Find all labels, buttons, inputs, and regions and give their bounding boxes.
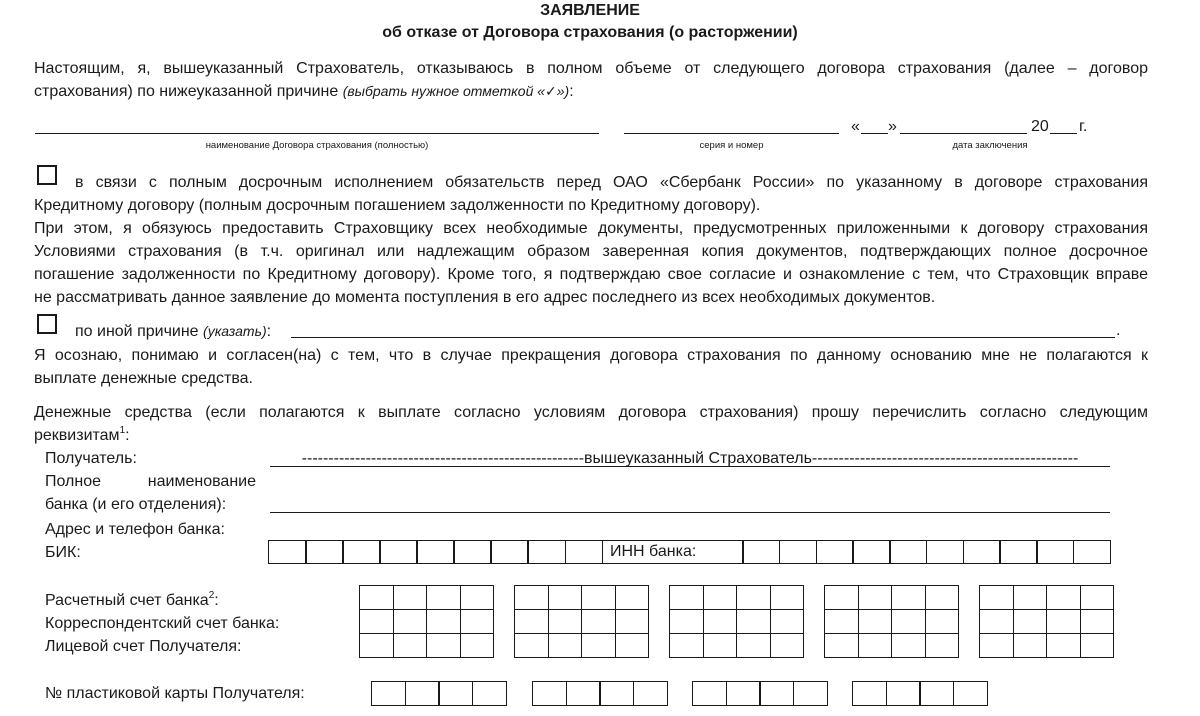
inn-label: ИНН банка: (610, 543, 697, 560)
corr-account-label: Корреспондентский счет банка: (45, 615, 280, 632)
digit-cell[interactable] (980, 610, 1014, 634)
digit-cell[interactable] (305, 540, 344, 564)
card-label: № пластиковой карты Получателя: (45, 685, 305, 702)
digit-cell[interactable] (1047, 634, 1081, 658)
digit-cell[interactable] (859, 610, 893, 634)
digit-cell[interactable] (704, 634, 738, 658)
digit-cell[interactable] (371, 681, 406, 706)
digit-cell[interactable] (737, 586, 771, 610)
digit-cell[interactable] (394, 586, 428, 610)
digit-cell[interactable] (342, 540, 381, 564)
footnote-2: 2 (208, 589, 215, 601)
digit-cell[interactable] (268, 540, 307, 564)
digit-cell[interactable] (892, 586, 926, 610)
account-grid-4[interactable] (824, 585, 959, 658)
digit-cell[interactable] (825, 586, 859, 610)
recipient-label: Получатель: (45, 450, 137, 467)
digit-cell[interactable] (1081, 634, 1115, 658)
para4-line-1: Денежные средства (если полагаются к выплате согласно условиям договора страхования) прошу перечислить согласно следующим (34, 404, 1148, 421)
intro-colon: : (569, 83, 574, 100)
digit-cell[interactable] (633, 681, 668, 706)
bank-name-label-word1: Полное (45, 473, 102, 490)
digit-cell[interactable] (1014, 586, 1048, 610)
bank-address-label: Адрес и телефон банка: (45, 521, 225, 538)
account-grid-1[interactable] (359, 585, 494, 658)
digit-cell[interactable] (999, 540, 1037, 564)
contract-series-field[interactable] (624, 133, 839, 134)
digit-cell[interactable] (919, 681, 954, 706)
account-grid-5[interactable] (979, 585, 1114, 658)
date-year-prefix: 20 (1031, 118, 1049, 135)
digit-cell[interactable] (1036, 540, 1074, 564)
digit-cell[interactable] (427, 610, 461, 634)
digit-cell[interactable] (394, 610, 428, 634)
digit-cell[interactable] (1014, 610, 1048, 634)
digit-cell[interactable] (963, 540, 1001, 564)
digit-cell[interactable] (892, 634, 926, 658)
digit-cell[interactable] (889, 540, 927, 564)
card-boxes-4[interactable] (852, 681, 988, 706)
account-grid-3[interactable] (669, 585, 804, 658)
personal-account-label: Лицевой счет Получателя: (45, 638, 242, 655)
caption-contract-name: наименование Договора страхования (полностью) (205, 140, 429, 151)
digit-cell[interactable] (670, 634, 704, 658)
para2-line-2: Условиями страхования (в т.ч. оригинал или надлежащим образом заверенная копия документов, подтверждающих полное досрочное (34, 243, 1148, 260)
intro-line-1: Настоящим, я, вышеуказанный Страхователь, отказываюсь в полном объеме от следующего договора страхования (далее – договор (34, 60, 1148, 77)
digit-cell[interactable] (704, 610, 738, 634)
para2-line-1: При этом, я обязуюсь предоставить Страховщику всех необходимые документы, предусмотренных приложенными к договору страхования (34, 220, 1148, 237)
document-title: ЗАЯВЛЕНИЕ (540, 2, 640, 19)
recipient-value: -----------------------------------------------------вышеуказанный Страхователь-------------------------------------------------- (301, 450, 1079, 467)
digit-cell[interactable] (926, 634, 960, 658)
digit-cell[interactable] (427, 586, 461, 610)
digit-cell[interactable] (461, 586, 495, 610)
digit-cell[interactable] (771, 586, 805, 610)
digit-cell[interactable] (549, 610, 583, 634)
digit-cell[interactable] (793, 681, 828, 706)
date-quote-close: » (888, 118, 897, 135)
card-boxes-3[interactable] (692, 681, 828, 706)
digit-cell[interactable] (825, 634, 859, 658)
digit-cell[interactable] (737, 610, 771, 634)
inn-boxes[interactable] (742, 540, 1111, 564)
digit-cell[interactable] (726, 681, 761, 706)
digit-cell[interactable] (1014, 634, 1048, 658)
digit-cell[interactable] (1073, 540, 1111, 564)
digit-cell[interactable] (438, 681, 473, 706)
para3-line-1: Я осознаю, понимаю и согласен(на) с тем, что в случае прекращения договора страхования по данному основанию мне не полагаются к (34, 347, 1148, 364)
digit-cell[interactable] (759, 681, 794, 706)
digit-cell[interactable] (490, 540, 529, 564)
card-boxes-1[interactable] (371, 681, 507, 706)
card-boxes-2[interactable] (532, 681, 668, 706)
digit-cell[interactable] (416, 540, 455, 564)
digit-cell[interactable] (616, 610, 650, 634)
digit-cell[interactable] (1081, 586, 1115, 610)
option-full-repayment-checkbox[interactable] (37, 165, 57, 185)
intro-hint: (выбрать нужное отметкой «✓») (342, 83, 570, 99)
digit-cell[interactable] (616, 586, 650, 610)
option2-label-row (75, 320, 271, 343)
footnote-1: 1 (119, 424, 126, 436)
option2-hint: (указать) (203, 323, 267, 339)
digit-cell[interactable] (886, 681, 921, 706)
para2-line-4: не рассматривать данное заявление до момента поступления в его адрес последнего из всех необходимых документов. (34, 289, 936, 306)
digit-cell[interactable] (515, 610, 549, 634)
intro-line-2 (34, 80, 574, 103)
digit-cell[interactable] (582, 634, 616, 658)
date-month-field[interactable] (900, 133, 1027, 134)
option2-label: по иной причине (75, 323, 199, 340)
para4-line-2 (34, 425, 130, 447)
date-year-suffix: г. (1079, 118, 1088, 135)
digit-cell[interactable] (825, 610, 859, 634)
digit-cell[interactable] (704, 586, 738, 610)
option-other-reason-checkbox[interactable] (37, 314, 57, 334)
option2-colon: : (266, 323, 272, 340)
bik-label: БИК: (45, 544, 81, 561)
date-year-field[interactable] (1050, 133, 1077, 134)
digit-cell[interactable] (771, 634, 805, 658)
digit-cell[interactable] (742, 540, 780, 564)
digit-cell[interactable] (779, 540, 817, 564)
digit-cell[interactable] (926, 586, 960, 610)
digit-cell[interactable] (953, 681, 988, 706)
digit-cell[interactable] (565, 540, 604, 564)
digit-cell[interactable] (360, 610, 394, 634)
intro-text: страхования) по нижеуказанной причине (34, 83, 339, 100)
digit-cell[interactable] (461, 634, 495, 658)
digit-cell[interactable] (852, 681, 887, 706)
digit-cell[interactable] (532, 681, 567, 706)
digit-cell[interactable] (980, 586, 1014, 610)
digit-cell[interactable] (394, 634, 428, 658)
digit-cell[interactable] (737, 634, 771, 658)
digit-cell[interactable] (852, 540, 890, 564)
digit-cell[interactable] (1047, 586, 1081, 610)
digit-cell[interactable] (926, 610, 960, 634)
digit-cell[interactable] (360, 586, 394, 610)
digit-cell[interactable] (670, 586, 704, 610)
option1-line-1: в связи с полным досрочным исполнением обязательств перед ОАО «Сбербанк России» по указанному в договоре страхования (75, 174, 1148, 191)
digit-cell[interactable] (582, 586, 616, 610)
digit-cell[interactable] (427, 634, 461, 658)
digit-cell[interactable] (926, 540, 964, 564)
account-label-colon: : (214, 592, 219, 609)
digit-cell[interactable] (405, 681, 440, 706)
digit-cell[interactable] (1047, 610, 1081, 634)
digit-cell[interactable] (582, 610, 616, 634)
digit-cell[interactable] (360, 634, 394, 658)
digit-cell[interactable] (980, 634, 1014, 658)
bank-name-label-line2: банка (и его отделения): (45, 496, 227, 513)
digit-cell[interactable] (816, 540, 854, 564)
para4-colon: : (125, 427, 130, 444)
account-label-text: Расчетный счет банка (45, 592, 209, 609)
digit-cell[interactable] (515, 634, 549, 658)
account-grid-2[interactable] (514, 585, 649, 658)
digit-cell[interactable] (453, 540, 492, 564)
digit-cell[interactable] (379, 540, 418, 564)
contract-name-field[interactable] (35, 133, 599, 134)
caption-date: дата заключения (952, 140, 1028, 151)
other-reason-field[interactable] (291, 337, 1115, 338)
digit-cell[interactable] (549, 634, 583, 658)
digit-cell[interactable] (670, 610, 704, 634)
inn-label-box (602, 540, 744, 564)
para2-line-3: погашение задолженности по Кредитному договору). Кроме того, я подтверждаю свое согласие и ознакомление с тем, что Страховщик вправе (34, 266, 1148, 283)
account-label (45, 590, 219, 612)
digit-cell[interactable] (616, 634, 650, 658)
digit-cell[interactable] (527, 540, 566, 564)
digit-cell[interactable] (599, 681, 634, 706)
digit-cell[interactable] (515, 586, 549, 610)
caption-series: серия и номер (699, 140, 764, 151)
option1-line-2: Кредитному договору (полным досрочным погашением задолженности по Кредитному договору). (34, 197, 761, 214)
date-quote-open: « (851, 118, 860, 135)
bank-name-label-word2: наименование (147, 473, 256, 490)
digit-cell[interactable] (892, 610, 926, 634)
bank-name-field[interactable] (270, 512, 1110, 513)
option2-period: . (1116, 322, 1121, 339)
bik-boxes[interactable] (268, 540, 603, 564)
digit-cell[interactable] (692, 681, 727, 706)
digit-cell[interactable] (549, 586, 583, 610)
digit-cell[interactable] (566, 681, 601, 706)
digit-cell[interactable] (859, 634, 893, 658)
date-day-field[interactable] (861, 133, 888, 134)
document-subtitle: об отказе от Договора страхования (о расторжении) (382, 24, 798, 41)
digit-cell[interactable] (771, 610, 805, 634)
digit-cell[interactable] (472, 681, 507, 706)
digit-cell[interactable] (1081, 610, 1115, 634)
digit-cell[interactable] (859, 586, 893, 610)
para3-line-2: выплате денежные средства. (34, 370, 253, 387)
para4-text: реквизитам (34, 427, 120, 444)
digit-cell[interactable] (461, 610, 495, 634)
